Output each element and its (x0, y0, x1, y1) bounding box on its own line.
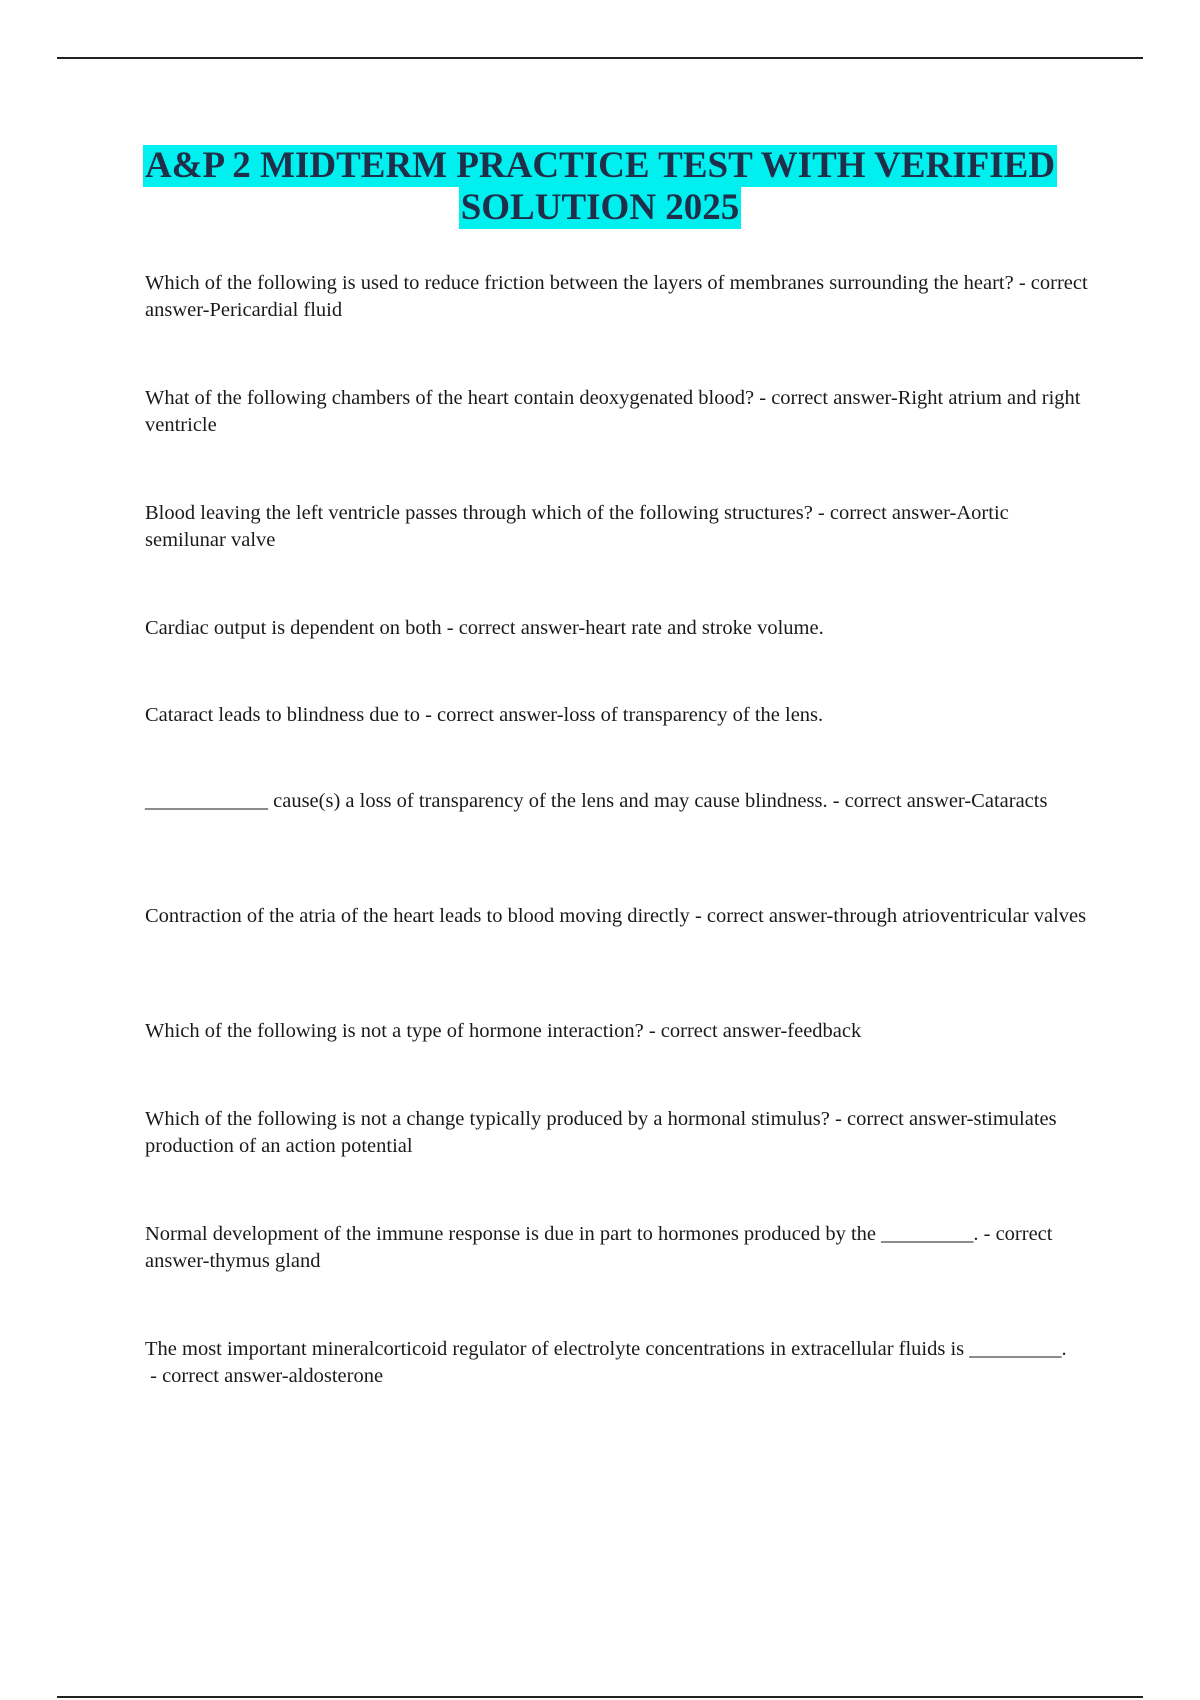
qa-item-4: Cardiac output is dependent on both - correct answer-heart rate and stroke volume. (145, 617, 824, 639)
answer-prefix: correct answer- (162, 1365, 289, 1387)
qa-item-1: Which of the following is used to reduce friction between the layers of membranes surrounding the heart? - correct answer-Pericardial fluid (145, 272, 1088, 321)
answer-prefix: correct answer- (458, 617, 586, 639)
question-text: Cataract leads to blindness due to (145, 704, 420, 726)
title-line-2: SOLUTION 2025 (460, 187, 740, 228)
qa-item-11: The most important mineralcorticoid regulator of electrolyte concentrations in extracellular fluids is _________. - correct answer-aldosterone (145, 1338, 1067, 1387)
top-rule (57, 57, 1143, 59)
answer-text: stimulates production of an action potential (145, 1108, 1057, 1157)
qa-item-9: Which of the following is not a change typically produced by a hormonal stimulus? - correct answer-stimulates production of an action potential (145, 1108, 1057, 1157)
title-line-1: A&P 2 MIDTERM PRACTICE TEST WITH VERIFIED (144, 145, 1056, 186)
qa-item-7: Contraction of the atria of the heart leads to blood moving directly - correct answer-through atrioventricular valves (145, 905, 1087, 927)
answer-prefix: correct answer- (660, 1020, 788, 1042)
answer-prefix: correct answer- (145, 1223, 1053, 1272)
answer-prefix: correct answer- (437, 704, 564, 726)
qa-item-3: Blood leaving the left ventricle passes through which of the following structures? - correct answer-Aortic semilunar valve (145, 502, 1009, 551)
answer-text: Right atrium and right ventricle (145, 387, 1081, 436)
answer-text: aldosterone (288, 1365, 384, 1387)
question-text: Contraction of the atria of the heart leads to blood moving directly (145, 905, 690, 927)
qa-item-8: Which of the following is not a type of hormone interaction? - correct answer-feedback (145, 1020, 862, 1042)
question-text: The most important mineralcorticoid regulator of electrolyte concentrations in extracellular fluids is _________. (145, 1338, 1067, 1360)
answer-text: thymus gland (209, 1250, 321, 1272)
answer-prefix: correct answer- (771, 387, 898, 409)
answer-prefix: correct answer- (706, 905, 834, 927)
bottom-rule (57, 1696, 1143, 1698)
answer-prefix: correct answer- (145, 272, 1088, 321)
question-text: What of the following chambers of the heart contain deoxygenated blood? (145, 387, 755, 409)
question-text: Which of the following is not a type of hormone interaction? (145, 1020, 644, 1042)
question-text: Blood leaving the left ventricle passes through which of the following structures? (145, 502, 813, 524)
answer-text: heart rate and stroke volume. (585, 617, 824, 639)
qa-item-2: What of the following chambers of the heart contain deoxygenated blood? - correct answer-Right atrium and right ventricle (145, 387, 1081, 436)
answer-prefix: correct answer- (829, 502, 957, 524)
answer-text: Aortic semilunar valve (145, 502, 1009, 551)
answer-prefix: correct answer- (844, 790, 972, 812)
answer-text: loss of transparency of the lens. (563, 704, 824, 726)
question-text: Cardiac output is dependent on both (145, 617, 442, 639)
answer-text: Cataracts (971, 790, 1048, 812)
answer-text: feedback (787, 1020, 862, 1042)
question-text: Which of the following is used to reduce friction between the layers of membranes surrounding the heart? (145, 272, 1014, 294)
answer-text: through atrioventricular valves (833, 905, 1087, 927)
qa-item-5: Cataract leads to blindness due to - correct answer-loss of transparency of the lens. (145, 704, 824, 726)
document-title (0, 145, 1200, 229)
qa-item-10: Normal development of the immune response is due in part to hormones produced by the _________. - correct answer-thymus gland (145, 1223, 1053, 1272)
qa-item-6: ____________ cause(s) a loss of transparency of the lens and may cause blindness. - correct answer-Cataracts (145, 790, 1048, 812)
question-text: Normal development of the immune response is due in part to hormones produced by the _________. (145, 1223, 979, 1245)
question-text: Which of the following is not a change typically produced by a hormonal stimulus? (145, 1108, 830, 1130)
answer-prefix: correct answer- (846, 1108, 974, 1130)
answer-text: Pericardial fluid (209, 299, 343, 321)
question-text: ____________ cause(s) a loss of transparency of the lens and may cause blindness. (145, 790, 828, 812)
